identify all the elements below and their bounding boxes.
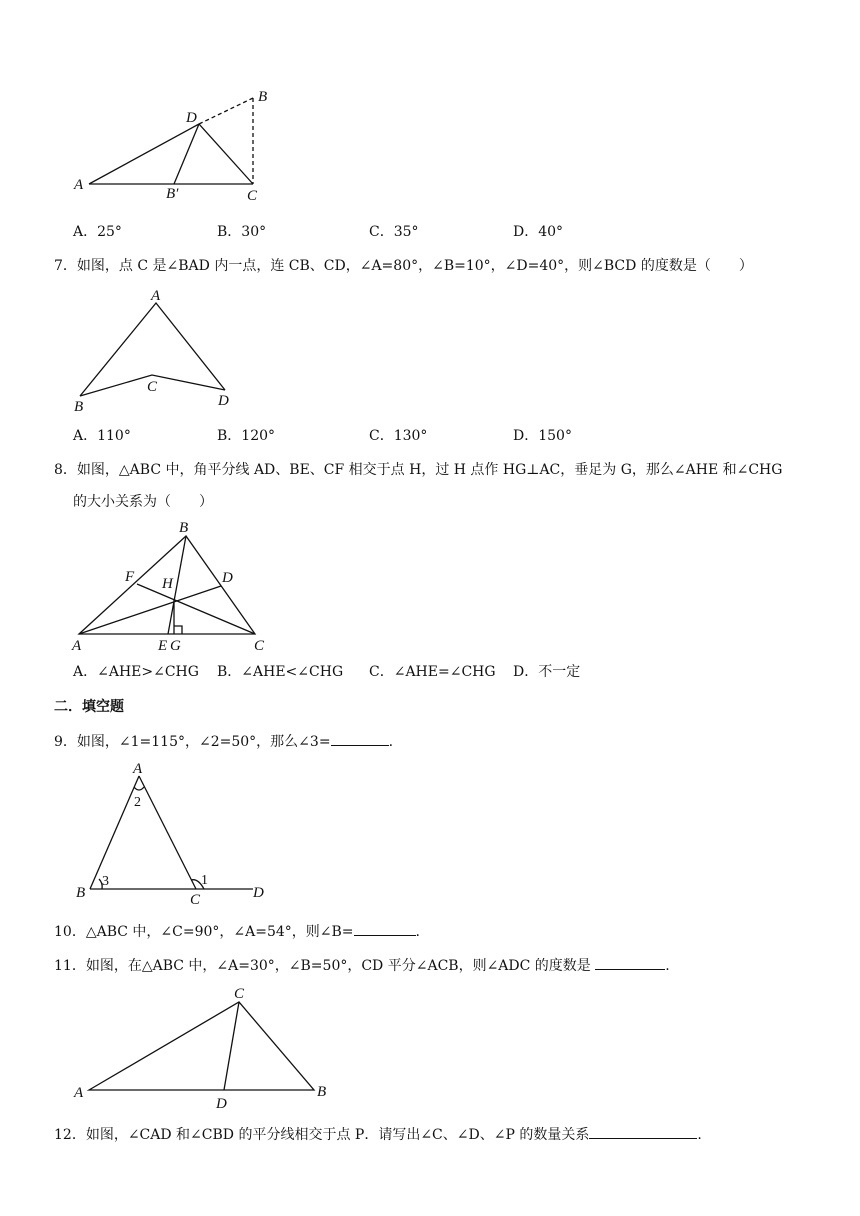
q9-segment-ac: [139, 776, 196, 889]
q8-label-b: B: [179, 520, 189, 536]
q11-answer-blank[interactable]: [595, 955, 665, 970]
q9-question: [54, 731, 393, 752]
q8-label-c: C: [254, 638, 265, 654]
q6-option-d: D．40°: [513, 224, 564, 240]
q7-option-c: C．130°: [369, 428, 428, 444]
q6-label-a: A: [74, 177, 84, 193]
q9-label-angle-3: 3: [102, 874, 109, 889]
q11-triangle-abc: [89, 1002, 314, 1090]
q9-text: 9．如图，∠1=115°，∠2=50°，那么∠3=: [54, 734, 331, 750]
q7-question: 7．如图，点 C 是∠BAD 内一点，连 CB、CD，∠A=80°，∠B=10°，∠D=40°，则∠BCD 的度数是（ ）: [54, 258, 753, 274]
q8-label-e: E: [158, 638, 168, 654]
q11-bisector-cd: [224, 1002, 239, 1090]
q6-option-c: C．35°: [369, 224, 419, 240]
q10-answer-blank[interactable]: [354, 921, 416, 936]
q10-question: [54, 921, 420, 942]
q8-right-angle-mark: [174, 626, 182, 634]
q8-label-g: G: [170, 638, 181, 654]
q9-label-d: D: [253, 885, 264, 901]
q9-angle-arc-2: [134, 787, 144, 790]
q6-segment-ad: [89, 124, 199, 184]
q9-label-b: B: [76, 885, 86, 901]
q7-label-b: B: [74, 399, 84, 415]
q11-label-a: A: [74, 1085, 84, 1101]
q6-segment-db-prime: [174, 124, 199, 184]
q12-text: 12．如图，∠CAD 和∠CBD 的平分线相交于点 P．请写出∠C、∠D、∠P 的数量关系: [54, 1127, 590, 1143]
section-title-fill-in: 二．填空题: [54, 699, 124, 715]
q6-figure: [89, 98, 253, 184]
q9-figure: [90, 776, 253, 889]
q11-text: 11．如图，在△ABC 中，∠A=30°，∠B=50°，CD 平分∠ACB，则∠ADC 的度数是: [54, 958, 591, 974]
q7-option-a: A．110°: [73, 428, 131, 444]
q7-label-a: A: [151, 288, 161, 304]
q11-end: .: [665, 958, 670, 974]
q11-label-d: D: [216, 1096, 227, 1112]
q9-label-c: C: [190, 892, 201, 908]
q8-label-h: H: [162, 576, 173, 592]
q6-label-b-prime: B′: [166, 186, 179, 202]
q9-label-angle-2: 2: [134, 795, 141, 810]
q10-end: .: [415, 924, 420, 940]
q9-label-a: A: [133, 761, 143, 777]
q11-question: [54, 955, 670, 976]
q7-label-d: D: [218, 393, 229, 409]
q8-label-d: D: [222, 570, 233, 586]
q12-answer-blank[interactable]: [589, 1124, 697, 1139]
q6-segment-dc: [199, 124, 253, 184]
q7-option-d: D．150°: [513, 428, 572, 444]
q6-segment-db-dashed: [199, 98, 253, 124]
q11-label-b: B: [317, 1084, 327, 1100]
q12-end: .: [697, 1127, 702, 1143]
q7-option-b: B．120°: [217, 428, 276, 444]
q8-label-a: A: [72, 638, 82, 654]
q7-label-c: C: [147, 379, 158, 395]
q8-label-f: F: [125, 569, 135, 585]
q8-option-d: D．不一定: [513, 664, 581, 680]
q6-label-b: B: [258, 89, 268, 105]
q8-option-b: B．∠AHE<∠CHG: [217, 664, 344, 680]
q6-label-c: C: [247, 188, 258, 204]
q8-question-line1: 8．如图，△ABC 中，角平分线 AD、BE、CF 相交于点 H，过 H 点作 HG⊥AC，垂足为 G，那么∠AHE 和∠CHG: [54, 462, 783, 478]
q9-end: .: [388, 734, 394, 750]
q8-question-line2: 的大小关系为（ ）: [73, 494, 213, 510]
q8-option-c: C．∠AHE=∠CHG: [369, 664, 496, 680]
q6-option-b: B．30°: [217, 224, 267, 240]
q9-label-angle-1: 1: [201, 873, 208, 888]
q6-option-a: A．25°: [73, 224, 122, 240]
q9-answer-blank[interactable]: [331, 731, 389, 746]
q6-label-d: D: [186, 110, 197, 126]
q11-label-c: C: [234, 986, 245, 1002]
q11-figure: [89, 1002, 314, 1090]
q8-option-a: A．∠AHE>∠CHG: [73, 664, 199, 680]
q9-segment-ab: [90, 776, 139, 889]
q12-question: [54, 1124, 702, 1145]
q10-text: 10．△ABC 中，∠C=90°，∠A=54°，则∠B=: [54, 924, 354, 940]
